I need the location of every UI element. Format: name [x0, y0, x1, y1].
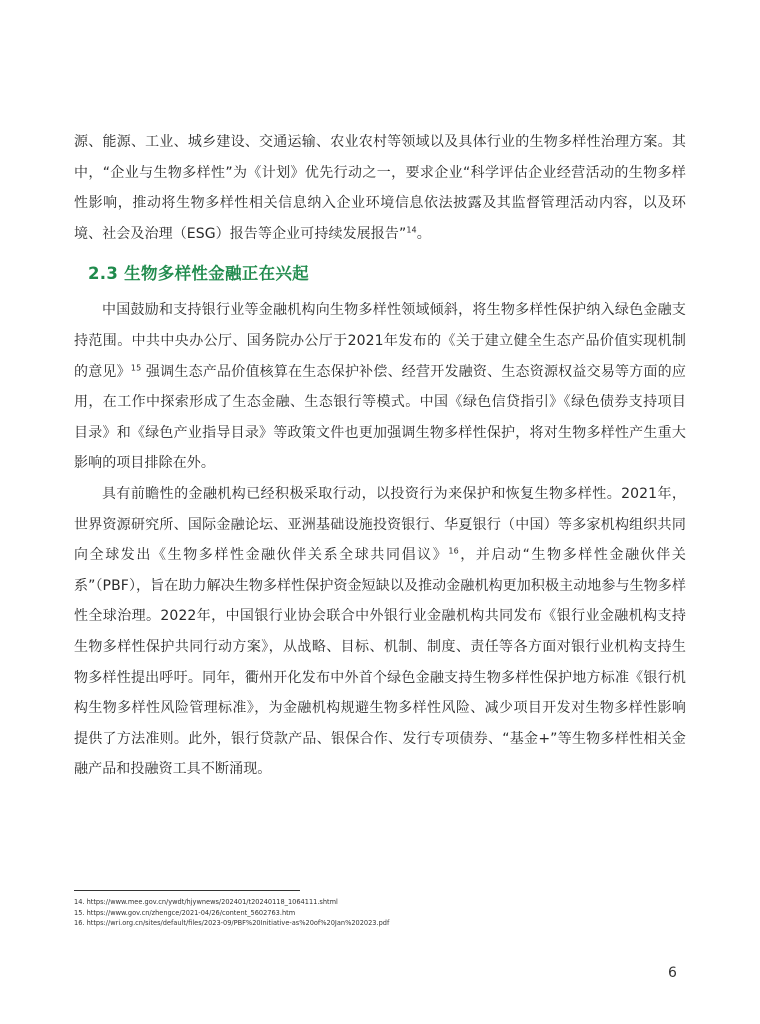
footnote-ref-14[interactable]: 14	[406, 225, 417, 235]
footnote-16[interactable]: 16. https://wri.org.cn/sites/default/files/2023-09/PBF%20Initiative-as%20of%20Jan%202023.pdf	[74, 919, 390, 928]
footnote-15[interactable]: 15. https://www.gov.cn/zhengce/2021-04/26/content_5602763.htm	[74, 908, 296, 917]
footnote-divider	[74, 890, 300, 891]
paragraph-esg-reporting: 源、能源、工业、城乡建设、交通运输、农业农村等领域以及具体行业的生物多样性治理方案。其中，“企业与生物多样性”为《计划》优先行动之一，要求企业“科学评估企业经营活动的生物多样性影响，推动将生物多样性相关信息纳入企业环境信息依法披露及其监督管理活动内容，以及环境、社会及治理（ESG）报告等企业可持续发展报告”$^{14}$。	[74, 134, 686, 242]
footnote-ref-16[interactable]: 16	[448, 546, 459, 556]
section-heading: 2.3 生物多样性金融正在兴起	[88, 264, 309, 284]
main-content	[74, 127, 686, 785]
footnote-ref-15[interactable]: 15	[130, 362, 142, 372]
footnotes	[74, 897, 686, 929]
paragraph-green-finance-policy: 中国鼓励和支持银行业等金融机构向生物多样性领域倾斜，将生物多样性保护纳入绿色金融支持范围。中共中央办公厅、国务院办公厅于2021年发布的《关于建立健全生态产品价值实现机制的意见》$^{15}$ 强调生态产品价值核算在生态保护补偿、经营开发融资、生态资源权益交易等方面的应用，在工作中探索形成了生态金融、生态银行等模式。中国《绿色信贷指引》《绿色债券支持项目目录》和《绿色产业指导目录》等政策文件也更加强调生物多样性保护，将对生物多样性产生重大影响的项目排除在外。	[74, 302, 686, 472]
footnote-14[interactable]: 14. https://www.mee.gov.cn/ywdt/hjywnews/202401/t20240118_1064111.shtml	[74, 898, 338, 906]
page-number: 6	[668, 965, 677, 981]
paragraph-financial-institutions: 具有前瞻性的金融机构已经积极采取行动，以投资行为来保护和恢复生物多样性。2021年，世界资源研究所、国际金融论坛、亚洲基础设施投资银行、华夏银行（中国）等多家机构组织共同向全球发出《生物多样性金融伙伴关系全球共同倡议》$^{16}$，并启动“生物多样性金融伙伴关系”（PBF），旨在助力解决生物多样性保护资金短缺以及推动金融机构更加积极主动地参与生物多样性全球治理。2022年，中国银行业协会联合中外银行业金融机构共同发布《银行业金融机构支持生物多样性保护共同行动方案》，从战略、目标、机制、制度、责任等各方面对银行业机构支持生物多样性提出呼吁。同年，衢州开化发布中外首个绿色金融支持生物多样性保护地方标准《银行机构生物多样性风险管理标准》，为金融机构规避生物多样性风险、减少项目开发对生物多样性影响提供了方法准则。此外，银行贷款产品、银保合作、发行专项债券、“基金+”等生物多样性相关金融产品和投融资工具不断涌现。	[74, 485, 686, 778]
